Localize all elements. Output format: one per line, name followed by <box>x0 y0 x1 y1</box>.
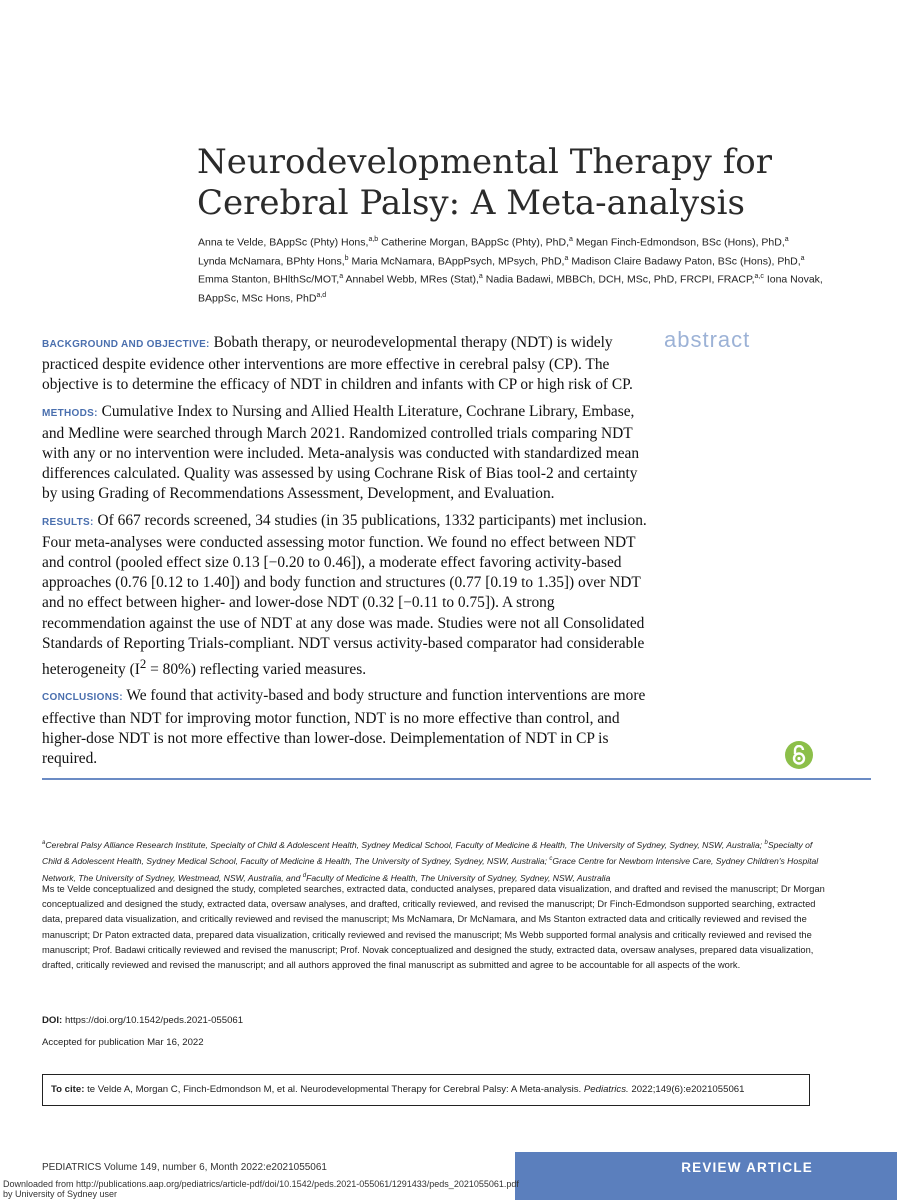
article-title <box>197 142 837 224</box>
affiliation: Specialty of Child & Adolescent Health, Sydney Medical School, Faculty of Medicine & Health, The University of Sydney, Sydney, NSW, Australia; <box>42 839 813 867</box>
author-affil-sup: a <box>339 273 344 280</box>
author-affil-sup: a <box>569 236 573 243</box>
results-text: Of 667 records screened, 34 studies (in 35 publications, 1332 participants) met inclusion. Four meta-analyses were conducted assessing motor function. We found no effect between NDT and control (pooled effect size 0.13 [−0.20 to 0.46]), a moderate effect favoring activity-based approaches (0.76 [0.12 to 1.40]) and body function and structures (0.77 [0.19 to 1.35]) over NDT and no effect between higher- and lower-dose NDT (0.32 [−0.11 to 0.75]). A strong recommendation against the use of NDT at any dose was made. Studies were not all Consolidated Standards of Reporting Trials-compliant. NDT versus activity-based comparator had considerable heterogeneity (I <box>42 511 647 679</box>
affiliations <box>42 836 832 885</box>
affil-sup: a <box>42 840 46 846</box>
conclusions-text: We found that activity-based and body structure and function interventions are more effective than NDT for improving motor function, NDT is no more effective than control, and higher-dose NDT is not more effective than lower-dose. Deimplementation of NDT in CP is required. <box>42 687 646 767</box>
abstract-methods <box>42 402 654 505</box>
methods-label: METHODS: <box>42 407 98 419</box>
author-affil-sup: a,c <box>754 273 764 280</box>
background-label: BACKGROUND AND OBJECTIVE: <box>42 339 210 350</box>
abstract-label: abstract <box>664 327 751 352</box>
background-text: Bobath therapy, or neurodevelopmental therapy (NDT) is widely practiced despite evidence other interventions are more effective in cerebral palsy (CP). The objective is to determine the efficacy of NDT in children and infants with CP or high risk of CP. <box>42 334 633 394</box>
author-affil-sup: a <box>800 254 805 262</box>
author-affil-sup: a <box>784 236 789 243</box>
abstract-results <box>42 511 654 681</box>
affiliation: Grace Centre for Newborn Intensive Care, Sydney Children's Hospital Network, The University of Sydney, Westmead, NSW, Australia, and <box>42 856 819 883</box>
title-line-1: Neurodevelopmental Therapy for <box>197 142 772 182</box>
author: Megan Finch-Edmondson, BSc (Hons), PhD, <box>575 236 785 249</box>
abstract-body <box>42 333 654 775</box>
abstract-conclusions <box>42 686 654 769</box>
author: Nadia Badawi, MBBCh, DCH, MSc, PhD, FRCPI, FRACP, <box>485 273 755 286</box>
affil-sup: b <box>764 840 768 846</box>
section-divider <box>42 778 871 780</box>
results-superscript: 2 <box>139 657 147 672</box>
affiliation: Faculty of Medicine & Health, The University of Sydney, Sydney, NSW, Australia <box>306 872 611 883</box>
download-user: by University of Sydney user <box>3 1189 118 1199</box>
author: Lynda McNamara, BPhty Hons, <box>198 255 345 267</box>
open-lock-icon <box>791 745 807 765</box>
affil-sup: d <box>302 872 307 879</box>
results-text-end: = 80%) reflecting varied measures. <box>146 661 367 679</box>
journal-footer: PEDIATRICS Volume 149, number 6, Month 2022:e2021055061 <box>42 1162 327 1173</box>
author-affil-sup: a <box>478 273 483 280</box>
author: Iona Novak, BAppSc, MSc Hons, PhD <box>198 273 823 304</box>
doi-line <box>42 1015 243 1026</box>
title-line-2: Cerebral Palsy: A Meta-analysis <box>197 183 745 223</box>
author-affil-sup: b <box>344 254 349 262</box>
download-url[interactable]: Downloaded from http://publications.aap.org/pediatrics/article-pdf/doi/10.1542/peds.2021-055061/1291433/peds_2021055061.pdf <box>3 1179 519 1189</box>
review-article-label: REVIEW ARTICLE <box>681 1160 813 1175</box>
affiliation: Cerebral Palsy Alliance Research Institute, Specialty of Child & Adolescent Health, Sydney Medical School, Faculty of Medicine & Health, The University of Sydney, Sydney, NSW, Australia; <box>45 839 763 850</box>
cite-label: To cite: <box>51 1084 85 1095</box>
author: Annabel Webb, MRes (Stat), <box>345 273 479 286</box>
author-affil-sup: a,b <box>368 236 379 243</box>
author-affil-sup: a,d <box>316 291 327 299</box>
affil-sup: c <box>549 856 553 863</box>
doi-link[interactable]: https://doi.org/10.1542/peds.2021-055061 <box>64 1015 244 1026</box>
author: Emma Stanton, BHlthSc/MOT, <box>198 273 340 286</box>
cite-volume: 2022;149(6):e2021055061 <box>628 1084 745 1095</box>
download-notice <box>3 1179 519 1199</box>
author-affil-sup: a <box>564 254 569 262</box>
conclusions-label: CONCLUSIONS: <box>42 692 123 704</box>
doi-label: DOI: <box>42 1015 63 1026</box>
author: Madison Claire Badawy Paton, BSc (Hons), PhD, <box>571 255 801 267</box>
author-list <box>198 232 828 306</box>
author: Maria McNamara, BAppPsych, MPsych, PhD, <box>351 255 565 267</box>
methods-text: Cumulative Index to Nursing and Allied Health Literature, Cochrane Library, Embase, and Medline were searched through March 2021. Randomized controlled trials comparing NDT with any or no intervention were included. Meta-analysis was conducted with standardized mean differences calculated. Quality was assessed by using Cochrane Risk of Bias tool-2 and certainty by using Grading of Recommendations Assessment, Development, and Evaluation. <box>42 402 640 503</box>
open-access-icon[interactable] <box>785 741 813 769</box>
review-article-bar <box>515 1152 897 1200</box>
accepted-date: Accepted for publication Mar 16, 2022 <box>42 1037 204 1048</box>
author: Catherine Morgan, BAppSc (Phty), PhD, <box>381 236 570 249</box>
author: Anna te Velde, BAppSc (Phty) Hons, <box>198 236 369 249</box>
cite-journal: Pediatrics. <box>583 1084 629 1095</box>
author-contributions: Ms te Velde conceptualized and designed the study, completed searches, extracted data, conducted analyses, prepared data visualization, and drafted and revised the manuscript; Dr Morgan conceptualized and designed the study, extracted data, oversaw analyses, and drafted, critically reviewed, and revised the manuscript; Dr Finch-Edmondson supported searching, extracted data, prepared data visualization, and critically reviewed and revised the manuscript; Ms McNamara, Dr McNamara, and Ms Stanton extracted data and critically reviewed and revised the manuscript; Dr Paton extracted data, prepared data visualization, critically reviewed and revised the manuscript; Ms Webb supported formal analysis and critically reviewed and revised the manuscript; Prof. Badawi critically reviewed and revised the manuscript; Prof. Novak conceptualized and designed the study, extracted data, oversaw analyses, prepared data visualization, drafted, critically reviewed and revised the manuscript; and all authors approved the final manuscript as submitted and agree to be accountable for all aspects of the work. <box>42 884 825 971</box>
abstract-background <box>42 333 654 396</box>
citation-box <box>42 1074 810 1106</box>
results-label: RESULTS: <box>42 516 94 528</box>
cite-text: te Velde A, Morgan C, Finch-Edmondson M, et al. Neurodevelopmental Therapy for Cerebral Palsy: A Meta-analysis. <box>84 1084 584 1095</box>
